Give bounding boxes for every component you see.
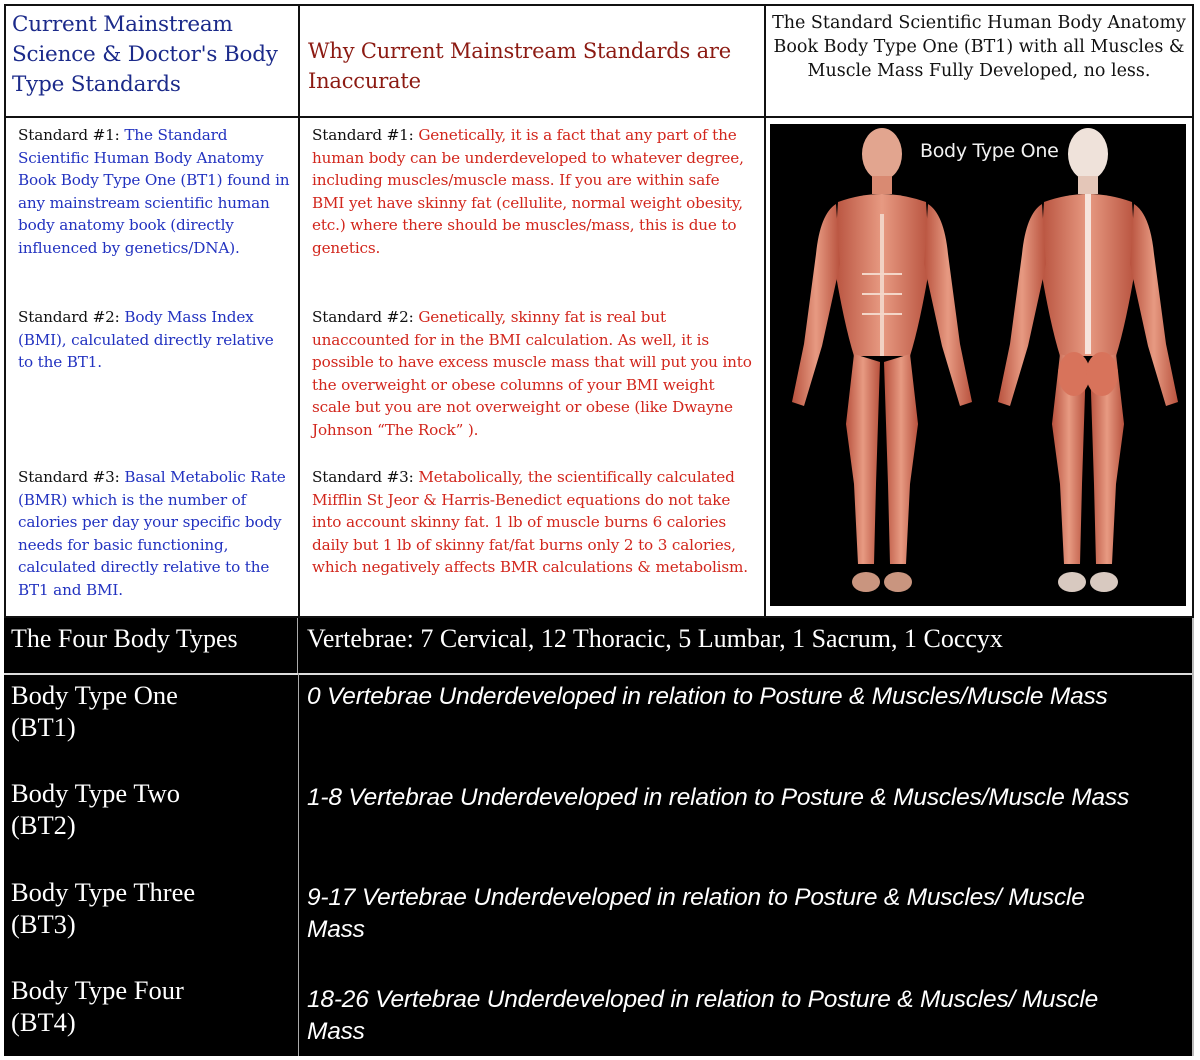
back-figure (998, 128, 1178, 592)
standards-table (4, 4, 1194, 618)
body-type-description: 18-26 Vertebrae Underdeveloped in relation to Posture & Muscles/ Muscle Mass (307, 986, 1099, 1045)
standard-label: Standard #1: (312, 126, 414, 144)
front-figure (792, 128, 972, 592)
standard-label: Standard #2: (18, 308, 120, 326)
current-standard-2 (12, 300, 294, 374)
muscle-figures-illustration (770, 124, 1186, 606)
anatomy-image (770, 124, 1186, 606)
body-type-row-4 (4, 974, 1192, 1048)
body-type-description: 9-17 Vertebrae Underdeveloped in relation to Posture & Muscles/ Muscle Mass (307, 884, 1085, 943)
body-type-name: Body Type One (BT1) (11, 680, 178, 742)
body-type-name: Body Type Four (BT4) (11, 975, 184, 1037)
standard-text: Metabolically, the scientifically calculated Mifflin St Jeor & Harris-Benedict equations do not take into account skinny fat. 1 lb of muscle burns 6 calories daily but 1 lb of skinny fat/fat burns only 2 to 3 calories, which negatively affects BMR calculations & metabolism. (312, 468, 748, 577)
body-types-table (4, 618, 1194, 1056)
current-standard-3 (12, 460, 294, 602)
current-standard-1 (12, 118, 294, 260)
standard-text: Body Mass Index (BMI), calculated directly relative to the BT1. (18, 308, 274, 372)
header-current-standards: Current Mainstream Science & Doctor's Body Type Standards (6, 6, 300, 118)
standard-label: Standard #2: (312, 308, 414, 326)
header-why-inaccurate: Why Current Mainstream Standards are Inaccurate (300, 6, 766, 118)
standard-label: Standard #3: (312, 468, 414, 486)
body-type-row-3 (4, 876, 1192, 946)
vertebrae-summary: Vertebrae: 7 Cervical, 12 Thoracic, 5 Lumbar, 1 Sacrum, 1 Coccyx (307, 624, 1003, 653)
standard-label: Standard #3: (18, 468, 120, 486)
why-standard-1 (306, 118, 760, 260)
body-type-name: Body Type Three (BT3) (11, 877, 196, 939)
why-standard-2 (306, 300, 760, 442)
standard-text: Genetically, skinny fat is real but unaccounted for in the BMI calculation. As well, it is possible to have excess muscle mass that will put you into the overweight or obese columns of your BMI weight scale but you are not overweight or obese (like Dwayne Johnson “The Rock” ). (312, 308, 752, 439)
standard-text: Basal Metabolic Rate (BMR) which is the number of calories per day your specific body needs for basic functioning, calculated directly relative to the BT1 and BMI. (18, 468, 286, 599)
body-types-title: The Four Body Types (4, 618, 298, 673)
standard-text: Genetically, it is a fact that any part of the human body can be underdeveloped to whatever degree, including muscles/muscle mass. If you are within safe BMI yet have skinny fat (cellulite, normal weight obesity, etc.) where there should be muscles/mass, this is due to genetics. (312, 126, 744, 257)
anatomy-image-cell (766, 118, 1192, 616)
why-inaccurate-column (300, 118, 766, 616)
header-anatomy-book: The Standard Scientific Human Body Anatomy Book Body Type One (BT1) with all Muscles & Muscle Mass Fully Developed, no less. (766, 6, 1192, 118)
body-type-row-2 (4, 777, 1192, 841)
anatomy-caption: Body Type One (920, 140, 1059, 162)
why-standard-3 (306, 460, 760, 579)
current-standards-column (6, 118, 300, 616)
standard-text: The Standard Scientific Human Body Anatomy Book Body Type One (BT1) found in any mainstream scientific human body anatomy book (directly influenced by genetics/DNA). (18, 126, 290, 257)
body-types-header-row (4, 618, 1192, 675)
body-type-description: 0 Vertebrae Underdeveloped in relation to Posture & Muscles/Muscle Mass (307, 683, 1108, 710)
standard-label: Standard #1: (18, 126, 120, 144)
body-type-description: 1-8 Vertebrae Underdeveloped in relation to Posture & Muscles/Muscle Mass (307, 784, 1129, 811)
body-type-name: Body Type Two (BT2) (11, 778, 181, 840)
body-type-row-1 (4, 679, 1192, 743)
